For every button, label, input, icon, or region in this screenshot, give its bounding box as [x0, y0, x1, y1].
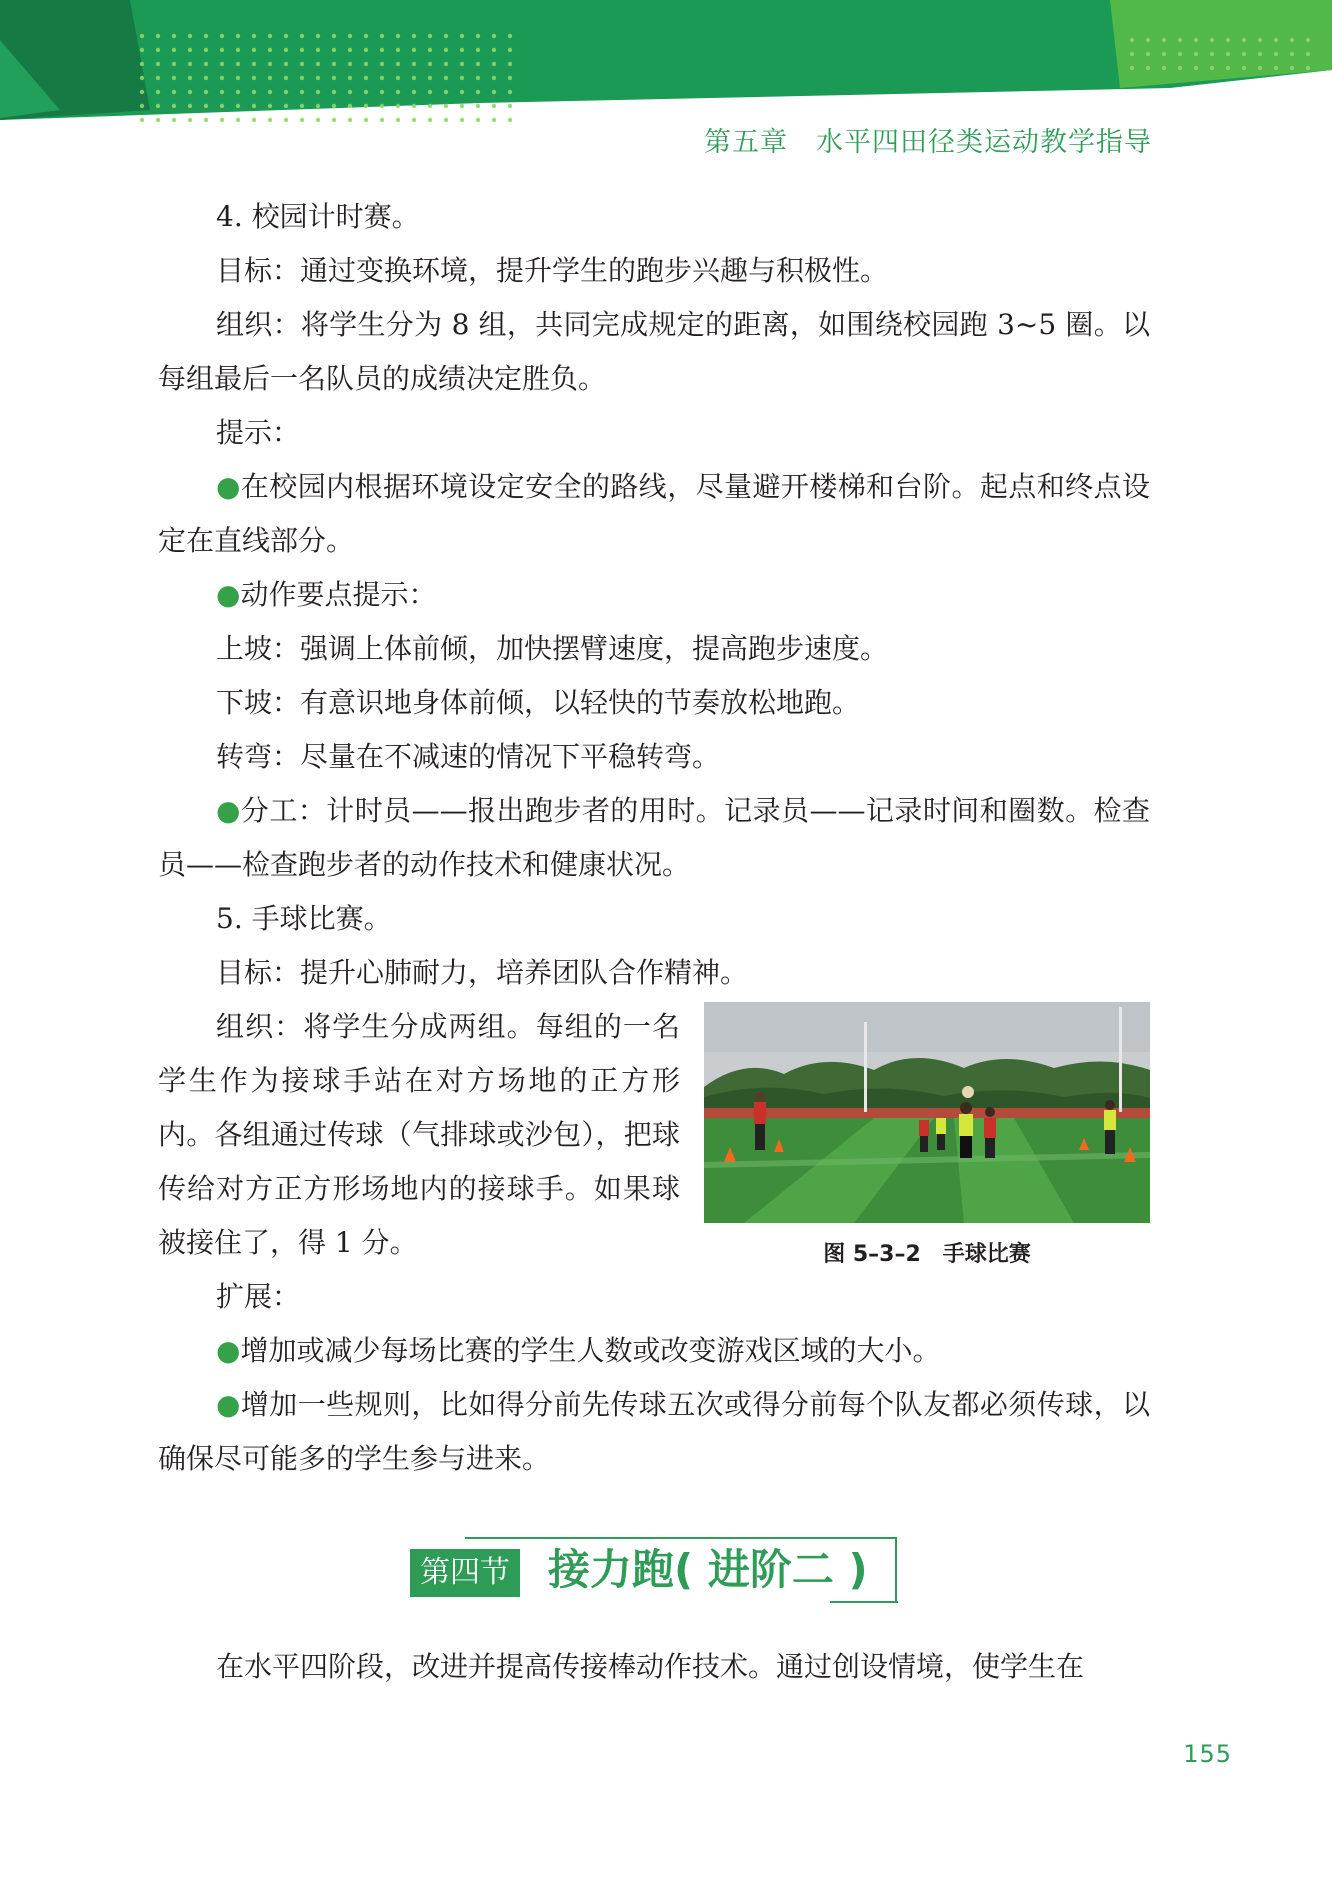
paragraph: 组织：将学生分为 8 组，共同完成规定的距离，如围绕校园跑 3~5 圈。以每组最后一名队员的成绩决定胜负。 — [158, 308, 1150, 395]
paragraph: 扩展： — [216, 1280, 301, 1313]
chapter-title: 第五章 水平四田径类运动教学指导 — [704, 127, 1152, 158]
bullet-paragraph: ●增加或减少每场比赛的学生人数或改变游戏区域的大小。 — [216, 1334, 941, 1367]
paragraph: 上坡：强调上体前倾，加快摆臂速度，提高跑步速度。 — [216, 632, 889, 665]
paragraph: 在水平四阶段，改进并提高传接棒动作技术。通过创设情境，使学生在 — [216, 1650, 1085, 1683]
paragraph: 提示： — [216, 416, 301, 449]
handball-photo — [704, 1002, 1150, 1223]
paragraph: 组织：将学生分成两组。每组的一名学生作为接球手站在对方场地的正方形内。各组通过传球（气排球或沙包），把球传给对方正方形场地内的接球手。如果球被接住了，得 1 分。 — [158, 1010, 680, 1259]
paragraph: 目标：提升心肺耐力，培养团队合作精神。 — [216, 956, 749, 989]
bullet-paragraph: ●增加一些规则，比如得分前先传球五次或得分前每个队友都必须传球，以确保尽可能多的学生参与进来。 — [158, 1388, 1150, 1475]
paragraph: 5. 手球比赛。 — [216, 902, 392, 935]
bullet-paragraph: ●动作要点提示： — [216, 578, 437, 611]
page-number: 155 — [1183, 1740, 1232, 1768]
section-heading — [410, 1535, 900, 1605]
paragraph: 4. 校园计时赛。 — [216, 200, 420, 233]
body-text — [158, 190, 1150, 1486]
bullet-icon: ● — [216, 1388, 241, 1421]
bullet-icon: ● — [216, 1334, 241, 1367]
closing-text — [158, 1640, 1150, 1694]
bullet-icon: ● — [216, 470, 241, 503]
bullet-icon: ● — [216, 578, 241, 611]
section-label: 第四节 — [410, 1549, 520, 1597]
bullet-paragraph: ●在校园内根据环境设定安全的路线，尽量避开楼梯和台阶。起点和终点设定在直线部分。 — [158, 470, 1150, 557]
section-title: 接力跑( 进阶二 ) — [548, 1545, 868, 1594]
paragraph: 目标：通过变换环境，提升学生的跑步兴趣与积极性。 — [216, 254, 889, 287]
header-banner — [0, 0, 1332, 135]
paragraph: 下坡：有意识地身体前倾，以轻快的节奏放松地跑。 — [216, 686, 861, 719]
figure-caption: 图 5–3–2 手球比赛 — [823, 1242, 1031, 1267]
figure — [704, 1002, 1150, 1268]
bullet-paragraph: ●分工：计时员——报出跑步者的用时。记录员——记录时间和圈数。检查员——检查跑步者的动作技术和健康状况。 — [158, 794, 1150, 881]
paragraph: 转弯：尽量在不减速的情况下平稳转弯。 — [216, 740, 721, 773]
bullet-icon: ● — [216, 794, 241, 827]
